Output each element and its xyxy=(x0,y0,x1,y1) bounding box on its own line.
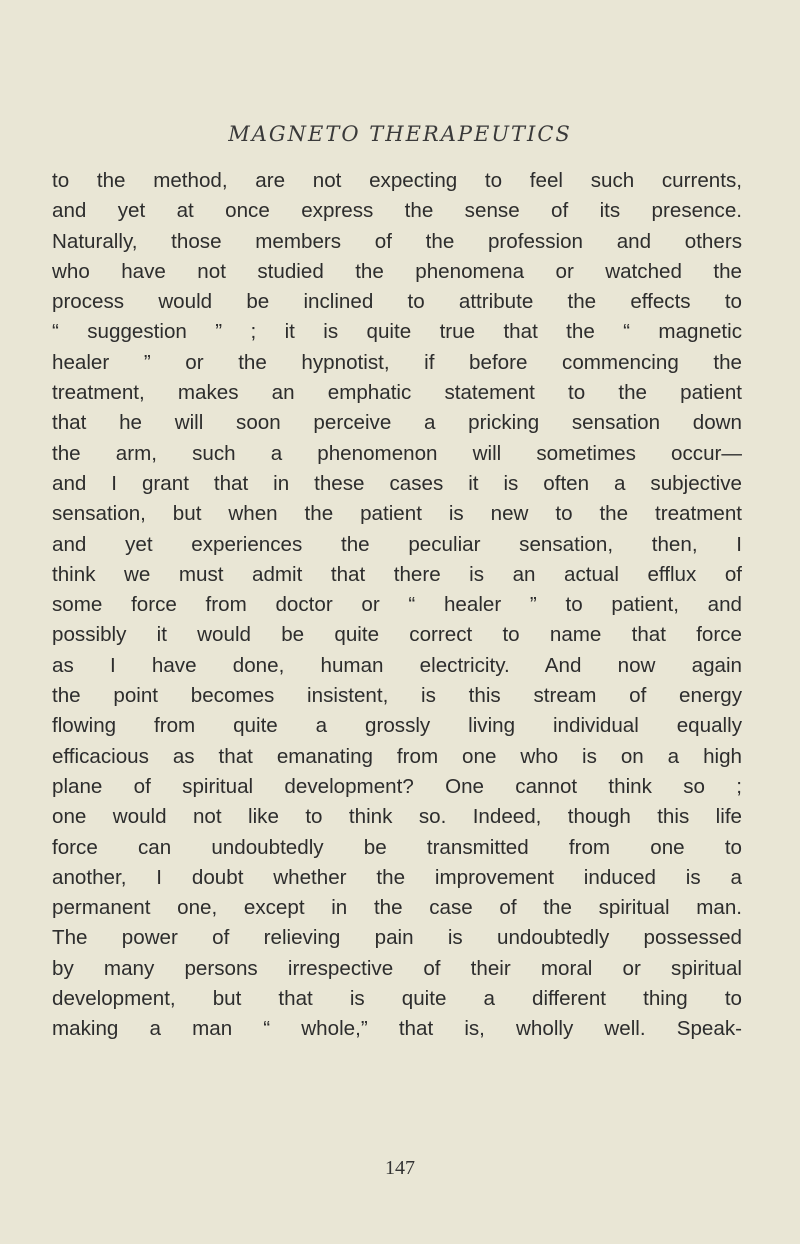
page-number: 147 xyxy=(385,1157,415,1179)
text-line: The power of relieving pain is undoubtedly possessed xyxy=(52,926,742,950)
text-line: to the method, are not expecting to feel such currents, xyxy=(52,169,742,192)
text-line: as I have done, human electricity. And now again xyxy=(52,653,742,677)
text-line: the arm, such a phenomenon will sometimes occur— xyxy=(52,441,742,465)
text-line: Naturally, those members of the profession and others xyxy=(52,229,742,253)
text-line: possibly it would be quite correct to name that force xyxy=(52,623,742,647)
text-line: flowing from quite a grossly living individual equally xyxy=(52,714,742,738)
body-paragraph xyxy=(52,166,742,1045)
text-line: and yet at once express the sense of its presence. xyxy=(52,199,742,223)
text-line: that he will soon perceive a pricking sensation down xyxy=(52,411,742,435)
text-line: the point becomes insistent, is this stream of energy xyxy=(52,684,742,708)
text-line: think we must admit that there is an actual efflux of xyxy=(52,562,742,586)
text-line: another, I doubt whether the improvement induced is a xyxy=(52,865,742,889)
text-line: efficacious as that emanating from one who is on a high xyxy=(52,744,742,768)
text-line: and yet experiences the peculiar sensation, then, I xyxy=(52,532,742,556)
text-line: making a man “ whole,” that is, wholly well. Speak- xyxy=(52,1017,742,1041)
running-head: MAGNETO THERAPEUTICS xyxy=(228,122,572,146)
text-line: development, but that is quite a different thing to xyxy=(52,987,742,1011)
text-line: one would not like to think so. Indeed, though this life xyxy=(52,805,742,829)
text-line: by many persons irrespective of their moral or spiritual xyxy=(52,956,742,980)
text-line: who have not studied the phenomena or watched the xyxy=(52,259,742,283)
text-line: “ suggestion ” ; it is quite true that the “ magnetic xyxy=(52,320,742,344)
text-line: permanent one, except in the case of the spiritual man. xyxy=(52,896,742,920)
text-line: process would be inclined to attribute the effects to xyxy=(52,290,742,314)
text-line: sensation, but when the patient is new to the treatment xyxy=(52,502,742,526)
text-line: force can undoubtedly be transmitted from one to xyxy=(52,835,742,859)
text-line: some force from doctor or “ healer ” to patient, and xyxy=(52,593,742,617)
text-line: plane of spiritual development? One cannot think so ; xyxy=(52,774,742,798)
text-line: and I grant that in these cases it is often a subjective xyxy=(52,471,742,495)
text-line: treatment, makes an emphatic statement to the patient xyxy=(52,381,742,405)
text-line: healer ” or the hypnotist, if before commencing the xyxy=(52,350,742,374)
